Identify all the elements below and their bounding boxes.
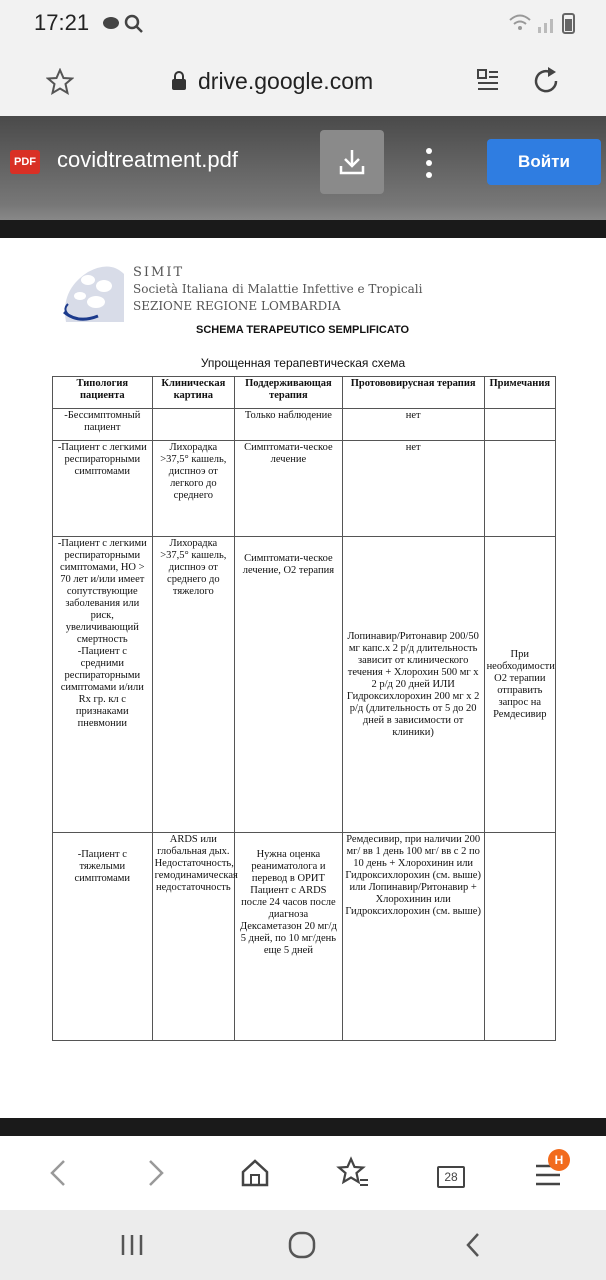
download-icon (338, 148, 366, 176)
pdf-file-name: covidtreatment.pdf (57, 147, 238, 172)
table-cell: -Пациент с тяжелыми симптомами (53, 833, 153, 1041)
table-cell: Симптомати-ческое лечение, O2 терапия (235, 537, 343, 833)
pdf-page (0, 238, 606, 1118)
table-cell: Нужна оценка реаниматолога и перевод в ОРИТ Пациент с ARDS после 24 часов после диагноза Дексаметазон 20 мг/д 5 дней, по 10 мг/день еще 5 дней (235, 833, 343, 1041)
home-circle-icon[interactable] (287, 1230, 317, 1260)
table-header-cell: Поддерживающая терапия (235, 377, 343, 409)
table-row (53, 409, 556, 441)
recents-icon[interactable] (118, 1232, 146, 1258)
download-button[interactable] (320, 130, 384, 194)
simit-society: Società Italiana di Malattie Infettive e Tropicali (133, 282, 423, 296)
treatment-table (52, 376, 556, 1041)
table-cell: нет (342, 441, 484, 537)
star-icon[interactable] (46, 68, 74, 96)
table-cell: нет (342, 409, 484, 441)
table-header-row (53, 377, 556, 409)
lock-icon (170, 70, 188, 92)
status-icons-left (102, 13, 146, 33)
more-icon[interactable] (414, 146, 444, 182)
browser-address-bar (0, 46, 606, 116)
simit-logo-icon (58, 260, 126, 324)
browser-bottom-nav (0, 1136, 606, 1210)
home-icon[interactable] (240, 1158, 270, 1188)
schema-title: SCHEMA TERAPEUTICO SEMPLIFICATO (196, 324, 410, 336)
table-row (53, 537, 556, 833)
status-time: 17:21 (34, 10, 90, 35)
refresh-icon[interactable] (532, 66, 562, 96)
table-cell: -Пациент с легкими респираторными симптомами (53, 441, 153, 537)
table-header-cell: Типология пациента (53, 377, 153, 409)
system-navigation-bar (0, 1210, 606, 1280)
pdf-file-icon: PDF (10, 150, 40, 174)
login-button[interactable]: Войти (487, 139, 601, 185)
table-header-cell: Протововирусная терапия (342, 377, 484, 409)
table-row (53, 441, 556, 537)
table-cell: ARDS или глобальная дых. Недостаточность, гемодинамическая недостаточность (152, 833, 234, 1041)
forward-icon[interactable] (144, 1158, 168, 1188)
table-cell: -Бессимптомный пациент (53, 409, 153, 441)
tabs-icon[interactable]: 28 (437, 1166, 465, 1188)
table-cell: -Пациент с легкими респираторными симптомами, НО > 70 лет и/или имеет сопутствующие заболевания или риск, увеличивающий смертность -Пациент с средними респираторными симптомами и/или Rx гр. кл с признаками пневмонии (53, 537, 153, 833)
table-cell: Симптомати-ческое лечение (235, 441, 343, 537)
simit-section: SEZIONE REGIONE LOMBARDIA (133, 299, 341, 313)
status-icons-right (508, 11, 578, 35)
table-cell: Только наблюдение (235, 409, 343, 441)
bookmarks-icon[interactable] (336, 1156, 370, 1190)
table-cell (152, 409, 234, 441)
simit-org: SIMIT (133, 265, 185, 280)
reader-icon[interactable] (476, 68, 500, 94)
document-top-border (0, 220, 606, 238)
table-cell (484, 441, 555, 537)
document-subtitle: Упрощенная терапевтическая схема (200, 356, 406, 370)
table-cell: Лихорадка >37,5° кашель, диспноэ от среднего до тяжелого (152, 537, 234, 833)
system-back-icon[interactable] (462, 1230, 484, 1260)
table-cell: Ремдесивир, при наличии 200 мг/ вв 1 день 100 мг/ вв с 2 по 10 день + Хлорохинин или Гидроксихлорохин (см. выше) или Лопинавир/Ритонавир + Хлорохинин или Гидроксихлорохин (см. выше) (342, 833, 484, 1041)
back-icon[interactable] (46, 1158, 70, 1188)
status-bar (0, 0, 606, 46)
table-header-cell: Клиническая картина (152, 377, 234, 409)
table-cell (484, 409, 555, 441)
table-cell: Лихорадка >37,5° кашель, диспноэ от легкого до среднего (152, 441, 234, 537)
notification-badge: H (548, 1149, 570, 1171)
table-cell (484, 833, 555, 1041)
table-cell: При необходимости O2 терапии отправить запрос на Ремдесивир (484, 537, 555, 833)
table-cell: Лопинавир/Ритонавир 200/50 мг капс.x 2 р/д длительность зависит от клинического течения + Хлорохин 500 мг x 2 р/д 20 дней ИЛИ Гидроксихлорохин 200 мг x 2 р/д (длительность от 5 до 20 дней в зависимости от клиники) (342, 537, 484, 833)
table-header-cell: Примечания (484, 377, 555, 409)
simit-header (133, 264, 422, 315)
document-bottom-border (0, 1118, 606, 1136)
table-row (53, 833, 556, 1041)
url-text[interactable]: drive.google.com (198, 68, 374, 94)
